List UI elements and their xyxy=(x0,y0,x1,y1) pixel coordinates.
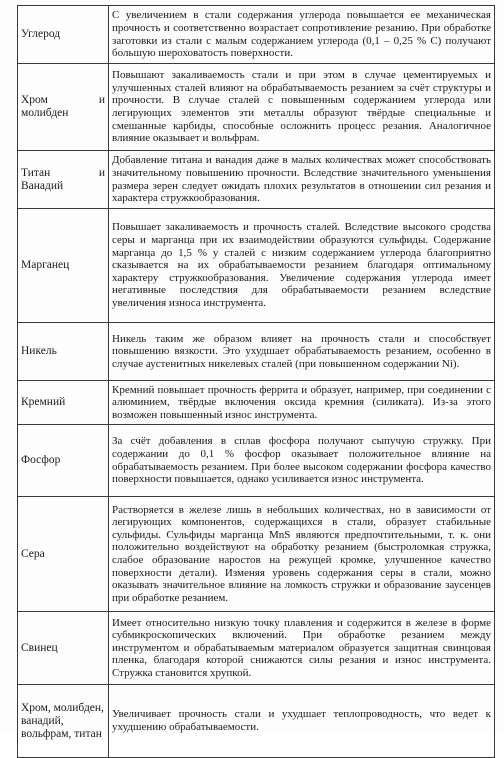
element-name-cell xyxy=(18,151,109,209)
table-row xyxy=(18,425,495,497)
table-row xyxy=(18,323,495,381)
table-row xyxy=(18,612,495,685)
element-effect-cell: С увеличением в стали содержания углерода повышается ее механическая прочность и соответственно возрастает сопротивление резанию. При обработке заготовки из стали с малым содержанием углерода (0,1 – 0,25 % С) получают большую шероховатость поверхности. xyxy=(109,6,495,64)
element-effect-cell: За счёт добавления в сплав фосфора получают сыпучую стружку. При содержании до 0,1 % фосфор оказывает положительное влияние на обрабатываемость резанием. При более высоком содержании фосфора качество поверхности повышается, однако усиливается износ инструмента. xyxy=(109,425,495,497)
element-name-cell: Фосфор xyxy=(18,425,109,497)
table-row xyxy=(18,64,495,151)
element-effect-cell: Повышает закаливаемость и прочность сталей. Вследствие высокого сродства серы и марганца при их взаимодействии образуются сульфиды. Содержание марганца до 1,5 % у сталей с низким содержанием углерода благоприятно сказывается на их обрабатываемости резанием благодаря оптимальному характеру стружкообразования. Увеличение содержания углерода имеет негативные последствия для обрабатываемости резанием вследствие увеличения износа инструмента. xyxy=(109,209,495,323)
element-name-cell: Хром, молибден, ванадий, вольфрам, титан xyxy=(18,685,109,758)
table-row xyxy=(18,6,495,64)
table-row xyxy=(18,685,495,758)
element-name-cell: Никель xyxy=(18,323,109,381)
element-effect-cell: Добавление титана и ванадия даже в малых количествах может способствовать значительному повышению прочности. Вследствие значительного уменьшения размера зерен следует ожидать плохих результатов в отношении сил резания и характера стружкообразования. xyxy=(109,151,495,209)
element-name-cell: Марганец xyxy=(18,209,109,323)
alloying-elements-table xyxy=(17,5,495,758)
element-effect-cell: Повышают закаливаемость стали и при этом в случае цементируемых и улучшенных сталей влияют на обрабатываемость резанием за счёт структуры и прочности. В случае сталей с повышенным содержанием углерода или легирующих элементов эти металлы образуют твёрдые специальные и смешанные карбиды, способные осложнить процесс резания. Аналогичное влияние оказывает и вольфрам. xyxy=(109,64,495,151)
element-name-cell: Углерод xyxy=(18,6,109,64)
element-name-cell: Кремний xyxy=(18,381,109,425)
element-effect-cell: Никель таким же образом влияет на прочность стали и способствует повышению вязкости. Это ухудшает обрабатываемость резанием, особенно в случае аустенитных никелевых сталей (при повышенном содержании Ni). xyxy=(109,323,495,381)
table-row xyxy=(18,381,495,425)
element-name: Хром и молибден xyxy=(21,94,105,119)
element-effect-cell: Кремний повышает прочность феррита и образует, например, при соединении с алюминием, твёрдые включения оксида кремния (силиката). Из-за этого возможен повышенный износ инструмента. xyxy=(109,381,495,425)
element-effect-cell: Имеет относительно низкую точку плавления и содержится в железе в форме субмикроскопических включений. При обработке резанием между инструментом и обрабатываемым материалом образуется защитная свинцовая пленка, благодаря которой снижаются силы резания и износ инструмента. Стружка становится хрупкой. xyxy=(109,612,495,685)
element-effect-cell: Увеличивает прочность стали и ухудшает теплопроводность, что ведет к ухудшению обрабатываемости. xyxy=(109,685,495,758)
element-name-cell: Сера xyxy=(18,497,109,612)
element-name: Титан и Ванадий xyxy=(21,166,105,192)
element-name-cell xyxy=(18,64,109,151)
table-row xyxy=(18,209,495,323)
table-row xyxy=(18,151,495,209)
table-row xyxy=(18,497,495,612)
element-effect-cell: Растворяется в железе лишь в небольших количествах, но в зависимости от легирующих компонентов, содержащихся в стали, образует стабильные сульфиды. Сульфиды марганца MnS являются предпочтительными, т. к. они положительно воздействуют на обработку резанием (быстроломкая стружка, слабое образование наростов на режущей кромке, улучшенное качество поверхности детали). Изменяя уровень содержания серы в стали, можно оказывать значительное влияние на ломкость стружки и образование заусенцев при обработке резанием. xyxy=(109,497,495,612)
element-name-cell: Свинец xyxy=(18,612,109,685)
